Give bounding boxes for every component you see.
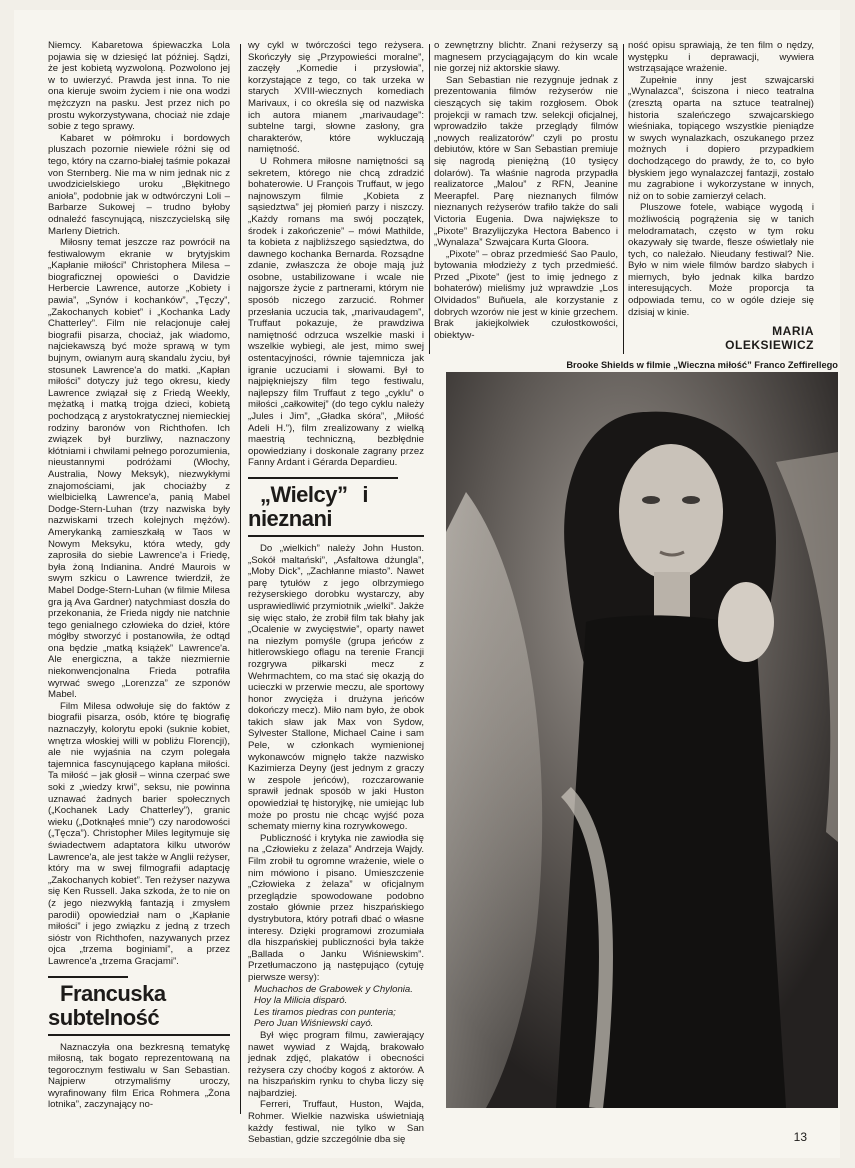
verse-line: Hoy la Milicia disparó. <box>254 995 348 1007</box>
verse-line: Les tiramos piedras con punteria; <box>254 1006 396 1018</box>
paragraph: Publiczność i krytyka nie zawiodła się na „Człowieku z żelaza” Andrzeja Wajdy. Film zrobił tu ogromne wrażenie, wiele o nim mówiono i pisano. Umieszczenie „Człowieka z żelaza” w oficjalnym przeglądzie spowodowane podobno zostało głównie przez hiszpańskiego dystrybutora, który potrafi dbać o własne interesy. Dzięki programowi zrozumiała dla hiszpańskiej publiczności była także „Ballada o Janku Wiśniewskim”. Przetłumaczono ją następująco (cytuję pierwsze wersy): <box>248 832 424 983</box>
paragraph: ność opisu sprawiają, że ten film o nędzy, występku i deprawacji, wywiera wstrząsające wrażenie. <box>628 40 814 75</box>
heading-rule <box>248 477 398 479</box>
section-heading: „Wielcy” i nieznani <box>248 481 368 531</box>
paragraph: wy cykl w twórczości tego reżysera. Skończyły się „Przypowieści moralne”, zaczęły „Komedie i przysłowia”, korzystające z tego, co tak urzeka w starych XVIII-wiecznych komediach Marivaux, i co określa się od nazwiska ich autora mianem „marivaudage”: subtelne targi, słowne zasłony, gra charakterów, które wykluczają namiętność. <box>248 40 424 156</box>
paragraph: San Sebastian nie rezygnuje jednak z prezentowania filmów reżyserów nie cieszących się takim rozgłosem. Obok projekcji w ramach tzw. selekcji oficjalnej, wprowadziło także przeglądy filmów „nowych realizatorów” czyli po prostu debiutów, które w San Sebastian premiuje się nagrodą pieniężną (10 tysięcy dolarów). Ta właśnie nagroda przypadła realizatorce „Malou” z RFN, Jeanine Meerapfel. Parę nieznanych filmów nieznanych reżyserów trafiło także do sali Victoria Eugenia. Dwa największe to „Pixote” Brazylijczyka Hectora Babenco i „Wynalaza” Szwajcara Kurta Gloora. <box>434 74 618 249</box>
film-still-photo <box>446 372 838 1108</box>
author-name: MARIA <box>772 324 814 339</box>
paragraph: Był więc program filmu, zawierający nawet wywiad z Wajdą, brakowało jednak zdjęć, plakatów i obecności reżysera czy choćby kogoś z aktorów. A na hiszpańskim rynku to chyba liczy się najbardziej. <box>248 1029 424 1099</box>
heading-rule <box>48 976 128 978</box>
column-1 <box>48 40 230 1111</box>
heading-rule <box>48 1034 230 1036</box>
verse-line: Pero Juan Wiśniewski cayó. <box>254 1018 374 1030</box>
paragraph: Zupełnie inny jest szwajcarski „Wynalazca”, ściszona i nieco teatralna (zresztą oparta na sztuce teatralnej) historia szaleńczego szwajcarskiego wieśniaka, topiącego wszystkie pieniądze w swych wynalazkach, oszukanego przez możnych i dopiero przypadkiem dochodzącego do prawdy, że to, co było błyskiem jego wynalazczej fantazji, zostało mu zagrabione i wykorzystane w innych, niż on to sobie zamierzył celach. <box>628 74 814 202</box>
paragraph: Naznaczyła ona bezkresną tematykę miłosną, tak bogato reprezentowaną na tegorocznym festiwalu w San Sebastian. Najpierw otrzymaliśmy uroczy, wyrafinowany film Erica Rohmera „Żona lotnika”, zaczynający no- <box>48 1041 230 1111</box>
photo-caption: Brooke Shields w filmie „Wieczna miłość” Franco Zeffirellego <box>566 360 838 370</box>
column-2 <box>248 40 424 1146</box>
paragraph: Kabaret w półmroku i bordowych pluszach pozornie niewiele różni się od tego, który na czarno-białej taśmie pokazał von Sternberg. Nie ma w nim jednak nic z uwodzicielskiego uroku „Błękitnego anioła”, podobnie jak w odtwórczyni Loli – Barbarze Sukowej – trudno byłoby odnaleźć fascynującą, niszczycielską siłę Marleny Dietrich. <box>48 132 230 237</box>
paragraph: Film Milesa odwołuje się do faktów z biografii pisarza, osób, które tę biografię naznaczyły, kolorytu epoki (suknie kobiet, wnętrza włoskiej willi w pobliżu Florencji), ale nie wyjaśnia na czym polegała tajemnica fascynującego kapłana miłości. Ta miłość – jak głosił – winna czerpać swe soki z „wiedzy krwi”, seksu, nie powinna uznawać żadnych barier społecznych („Kochanek Lady Chatterley”), granic wieku („Dotknąłeś mnie”) czy narodowości („Tęcza”). Christopher Miles legitymuje się świadectwem adaptatora kilku utworów Lawrence'a, ale jest także w Anglii reżyser, który ma w swej filmografii adaptację „Zakochanych kobiet”. Ten reżyser nazywa się Ken Russell. Jaka szkoda, że to nie on (z jego niezwykłą fantazją i zmysłem parodii) opowiedział nam o „Kapłanie miłości” i jego związku z jedną z trzech sióstr von Richthofen, nazywanych przez ojca „trzema boginiami”, a przez Lawrence'a „trzema Gracjami”. <box>48 700 230 967</box>
heading-rule <box>248 535 424 537</box>
paragraph: o zewnętrzny blichtr. Znani reżyserzy są magnesem przyciągającym do kin wcale nie gorzej niż aktorskie sławy. <box>434 40 618 75</box>
paragraph: Niemcy. Kabaretowa śpiewaczka Lola pojawia się w dziesięć lat później. Sądzi, że jest kobietą wyzwoloną. Pozwolono jej w to uwierzyć. Prawda jest inna. To nie ona kieruje swoim życiem i nie ona wodzi mężczyzn na pasku. Jest przez nich po prostu wykorzystywana, chociaż nie zdaje sobie z tego sprawy. <box>48 40 230 133</box>
author-surname: OLEKSIEWICZ <box>725 338 814 353</box>
column-rule <box>623 44 624 354</box>
paragraph: „Pixote” – obraz przedmieść Sao Paulo, bytowania młodzieży z tych przedmieść. Przed „Pixote” (jest to imię jednego z bohaterów) mieliśmy już wprawdzie „Los Olvidados” Buñuela, ale korzystanie z dobrych wzorów nie jest w kinie grzechem. Brak jakiejkolwiek czułostkowości, obiektyw- <box>434 248 618 341</box>
column-rule <box>429 44 430 354</box>
section-heading: Francuska subtelność <box>48 980 166 1030</box>
photo-illustration <box>446 372 838 1108</box>
paragraph: Miłosny temat jeszcze raz powrócił na festiwalowym ekranie w brytyjskim „Kapłanie miłości” Christophera Milesa – biograficznej opowieści o Davidzie Herbercie Lawrence, autorze „Kobiety i pawia”, „Synów i kochanków”, „Tęczy”, „Zakochanych kobiet” i „Kochanka Lady Chatterley”. Film nie relacjonuje całej biografii pisarza, chociaż, jak wiadomo, najciekawszą być może sprawą w tym bujnym, owianym aurą skandalu życiu, był stosunek Lawrence'a do matki. „Kapłan miłości” dotyczy już tego okresu, kiedy Lawrence związał się z Friedą Weekly, mężatką i matką trojga dzieci, kobietą pochodzącą z arystokratycznej niemieckiej rodziny baronów von Richthofen. Ich związek był burzliwy, naznaczony kłótniami i chwilami pełnego porozumienia, nieustannymi podróżami (Włochy, Australia, Nowy Meksyk), niezwykłymi znajomościami, jak chociażby z wielbicielką Lawrence'a, panią Mabel Dodge-Stern-Luhan (trzy nazwiska były nazwiskami trzech kolejnych mężów). Amerykanką zamieszkałą w Taos w Nowym Meksyku, która wtedy, gdy zaprosiła do siebie Lawrence'a i Friedę, była żoną Indianina. André Maurois w swym szkicu o Lawrence twierdził, że Mabel Dodge-Stern-Luhan (w filmie Milesa gra ją Ava Gardner) natychmiast doszła do przekonania, że Frieda nigdy nie natchnie tego genialnego człowieka do dzieł, które mógłby stworzyć i postanowiła, że odtąd ona będzie „matką książek” Lawrence'a. Ale energiczna, a także niezmiernie niekonwencjonalna Frieda potrafiła wyrwać swego „Lorenzza” ze szponów Mabel. <box>48 237 230 701</box>
paragraph: Do „wielkich” należy John Huston. „Sokół maltański”, „Asfaltowa dżungla”, „Moby Dick”, „Zachłanne miasto”. Nawet parę tytułów z jego olbrzymiego reżyserskiego dorobku wystarczy, aby usprawiedliwić przymiotnik „wielki”. Jakże się więc stało, że zrobił film tak błahy jak „Ocalenie w zwycięstwie”, oparty nawet na niezłym pomyśle (grupa jeńców z hitlerowskiego oflagu na terenie Francji rozgrywa piłkarski mecz z Wehrmachtem, co ma stać się okazją do ucieczki w przerwie meczu, ale sportowy honor zwycięża i drużyna jeńców dokończy mecz). Miło nam było, że obok takich sław jak Max von Sydow, Sylvester Stallone, Michael Caine i sam Pele, w członkach wymienionej wykonawców mignęło także nazwisko Kazimierza Deyny (jest jednym z graczy w zespole jeńców), rozczarowanie sprawił jednak sposób w jaki Huston opowiedział tę historyjkę, nie umiejąc lub może po prostu nie chcąc wyjść poza schematy mierny kina rozrywkowego. <box>248 542 424 833</box>
verse-line: Muchachos de Grabowek y Chylonia. <box>254 983 413 995</box>
paragraph: U Rohmera miłosne namiętności są sekretem, którego nie chcą zdradzić bohaterowie. U François Truffaut, w jego najnowszym filmie „Kobieta z sąsiedztwa” jej płomień parzy i niszczy. „Każdy romans ma swój początek, środek i zakończenie” – mówi Mathilde, ta kobieta z najbliższego sąsiedztwa, do dawnego kochanka Bernarda. Rozsądne zdanie, zwłaszcza że oboje mają już osobne, ustabilizowane i wcale nie najgorsze życie z partnerami, którym nie sposób niczego zarzucić. Rohmer przesłania uczucia tak, „marivaudagem”, Truffaut pokazuje, że prawdziwa namiętność odrzuca wszelkie maski i wszelkie wybiegi, ale jest, mimo swej ostentacyjności, równie tajemnicza jak igranie uczuciami i słowami. Był to najpiękniejszy film tego festiwalu, najlepszy film Truffaut z tego „cyklu” o miłości „całkowitej” (do tego cyklu należy „Jules i Jim”, „Gładka skóra”, „Miłość Adeli H.”), film zrealizowany z wielką maestrią techniczną, bezbłędnie opowiedziany i doskonale zagrany przez Fanny Ardant i Gérarda Depardieu. <box>248 155 424 469</box>
column-rule <box>240 44 241 1114</box>
column-4 <box>628 40 814 352</box>
paragraph: Pluszowe fotele, wabiące wygodą i możliwością pogrążenia się w tanich melodramatach, często w tym roku okazywały się twarde, flesze oświetlały nie tych, co należało. Nieudany festiwal? Nie. Było w nim wiele filmów bardzo słabych i miernych, było jednak kilka bardzo interesujących. Może proporcja ta odpowiada temu, co w ogóle dzieje się dzisiaj w kinie. <box>628 202 814 318</box>
column-3 <box>434 40 618 341</box>
paragraph: Ferreri, Truffaut, Huston, Wajda, Rohmer. Wielkie nazwiska uświetniają każdy festiwal, nie tylko w San Sebastian, gdzie szczególnie dba się <box>248 1099 424 1146</box>
page-number: 13 <box>793 1130 807 1144</box>
